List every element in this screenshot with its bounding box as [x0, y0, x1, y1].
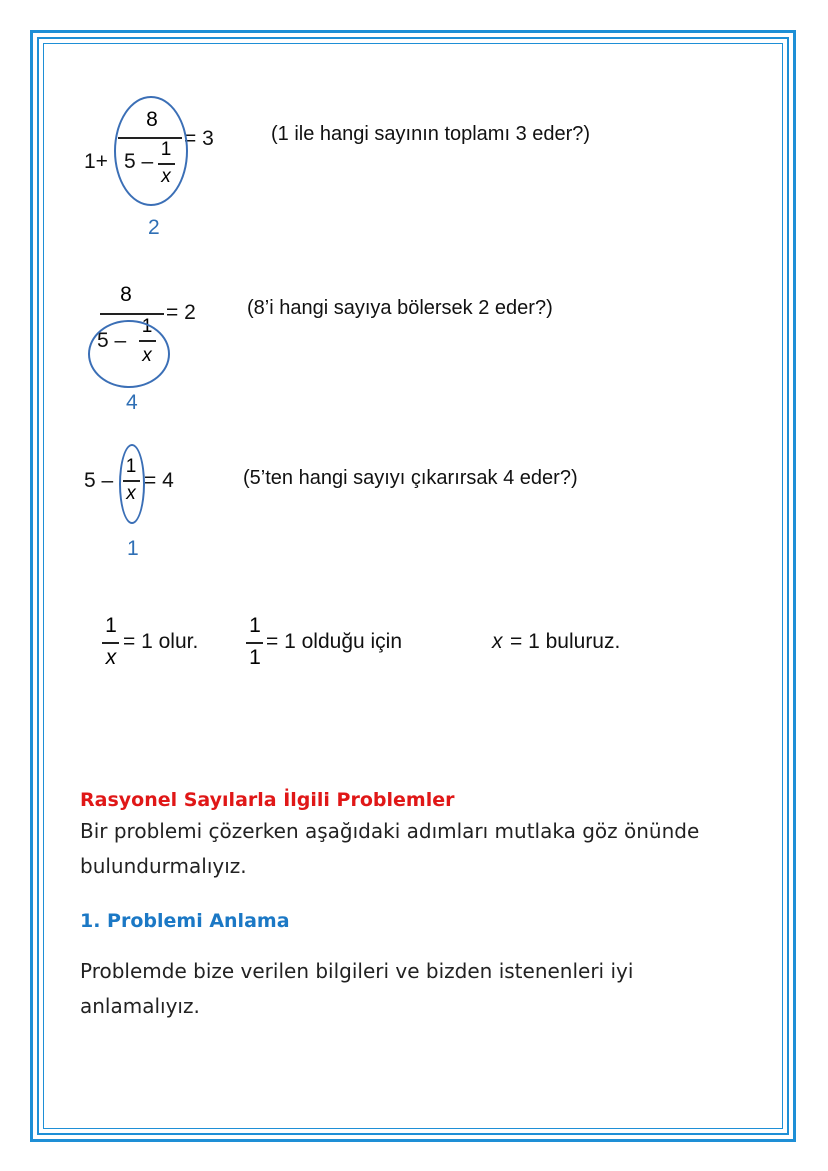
- eq1-inner-numerator: 1: [160, 139, 172, 160]
- eq2-circled-value: 4: [126, 391, 138, 414]
- conclusion-text-2: = 1 olduğu için: [266, 630, 403, 653]
- eq2-inner-denominator: x: [142, 345, 152, 366]
- eq3-circled-value: 1: [127, 537, 139, 560]
- eq1-result: = 3: [184, 127, 214, 150]
- conclusion-frac1-numerator: 1: [105, 614, 117, 637]
- eq1-numerator: 8: [146, 108, 158, 131]
- eq1-inner-denominator: x: [161, 166, 171, 187]
- eq2-circle: [88, 320, 170, 388]
- conclusion-frac2-numerator: 1: [249, 614, 261, 637]
- eq3-question: (5’ten hangi sayıyı çıkarırsak 4 eder?): [243, 467, 578, 489]
- eq2-denominator-prefix: 5 –: [97, 329, 127, 352]
- eq2-numerator: 8: [120, 283, 132, 306]
- eq3-result: = 4: [144, 469, 174, 492]
- eq1-prefix: 1+: [84, 150, 108, 173]
- conclusion-frac2-denominator: 1: [249, 646, 261, 669]
- eq1-question: (1 ile hangi sayının toplamı 3 eder?): [271, 123, 591, 145]
- eq1-circle: [114, 96, 188, 206]
- conclusion-frac2-bar: [246, 642, 263, 644]
- step1-heading: 1. Problemi Anlama: [80, 910, 290, 932]
- conclusion-variable-x: x: [492, 630, 503, 653]
- eq2-inner-numerator: 1: [141, 316, 153, 337]
- eq2-result: = 2: [166, 301, 196, 324]
- conclusion-frac1-bar: [102, 642, 119, 644]
- eq3-inner-denominator: x: [126, 483, 136, 504]
- eq2-fraction-bar: [100, 313, 164, 315]
- conclusion-text-1: = 1 olur.: [123, 630, 199, 653]
- eq3-inner-numerator: 1: [125, 456, 137, 477]
- conclusion-text-3: = 1 buluruz.: [510, 630, 621, 653]
- eq1-denominator-prefix: 5 –: [124, 150, 154, 173]
- intro-paragraph: Bir problemi çözerken aşağıdaki adımları mutlaka göz önünde bulundurmalıyız.: [80, 819, 700, 878]
- section-heading: Rasyonel Sayılarla İlgili Problemler: [80, 789, 455, 811]
- eq1-circled-value: 2: [148, 216, 160, 239]
- eq3-prefix: 5 –: [84, 469, 114, 492]
- eq3-circle: [119, 444, 145, 524]
- conclusion-frac1-denominator: x: [105, 646, 117, 669]
- step1-paragraph: Problemde bize verilen bilgileri ve bizden istenenleri iyi anlamalıyız.: [80, 959, 634, 1018]
- eq2-question: (8’i hangi sayıya bölersek 2 eder?): [247, 297, 553, 319]
